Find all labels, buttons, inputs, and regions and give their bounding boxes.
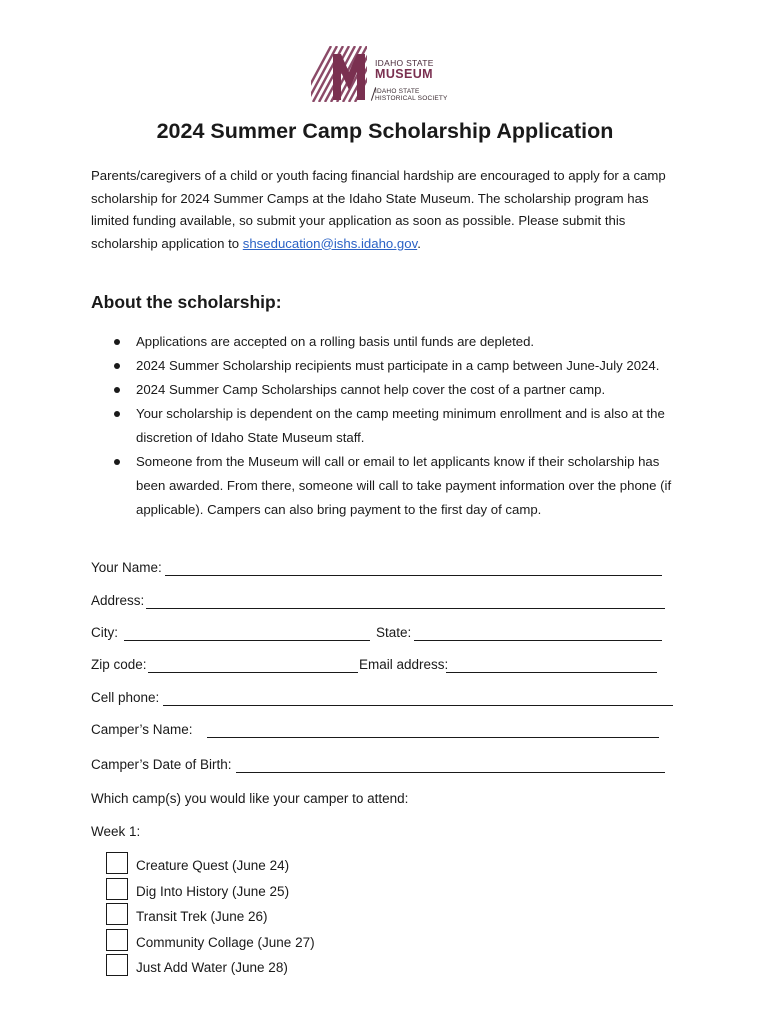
list-item: 2024 Summer Scholarship recipients must participate in a camp between June-July 2024. [91, 354, 691, 378]
camp-label: Dig Into History (June 25) [136, 884, 290, 899]
logo-text-museum: MUSEUM [375, 67, 433, 81]
camper-dob-label: Camper’s Date of Birth: [91, 757, 232, 772]
camp-label: Creature Quest (June 24) [136, 858, 290, 873]
list-item [106, 954, 406, 978]
city-field[interactable] [124, 640, 370, 641]
logo-text-society: IDAHO STATE HISTORICAL SOCIETY [375, 88, 448, 102]
email-link[interactable]: shseducation@ishs.idaho.gov [242, 235, 418, 251]
cell-phone-row [91, 690, 681, 710]
about-heading: About the scholarship: [91, 292, 282, 312]
address-label: Address: [91, 593, 145, 608]
cell-phone-label: Cell phone: [91, 690, 160, 705]
about-bullet-list [91, 330, 691, 522]
page-title: 2024 Summer Camp Scholarship Application [156, 119, 614, 143]
bullet-icon [114, 387, 120, 393]
address-row [91, 593, 671, 613]
which-camp-prompt: Which camp(s) you would like your camper to attend: [91, 791, 409, 806]
list-item [106, 878, 406, 902]
camp-checkbox-just-add-water[interactable] [106, 954, 128, 976]
your-name-field[interactable] [165, 575, 662, 576]
your-name-label: Your Name: [91, 560, 162, 575]
camper-dob-row [91, 757, 671, 777]
camper-name-field[interactable] [207, 737, 659, 738]
logo-text-state: IDAHO STATE [375, 58, 434, 68]
camp-checkbox-creature-quest[interactable] [106, 852, 128, 874]
list-item [106, 929, 406, 953]
list-item [106, 903, 406, 927]
bullet-icon [114, 411, 120, 417]
state-label: State: [376, 625, 412, 640]
camp-checkbox-community-collage[interactable] [106, 929, 128, 951]
list-item: Applications are accepted on a rolling basis until funds are depleted. [91, 330, 691, 354]
camper-name-row [91, 722, 671, 742]
state-field[interactable] [414, 640, 662, 641]
camper-name-label: Camper’s Name: [91, 722, 193, 737]
camp-label: Transit Trek (June 26) [136, 909, 268, 924]
list-item [106, 852, 406, 876]
email-label: Email address: [359, 657, 449, 672]
bullet-icon [114, 339, 120, 345]
camp-label: Just Add Water (June 28) [136, 960, 288, 975]
city-label: City: [91, 625, 118, 640]
bullet-icon [114, 363, 120, 369]
list-item: Your scholarship is dependent on the camp meeting minimum enrollment and is also at the discretion of Idaho State Museum staff. [91, 402, 691, 450]
camper-dob-field[interactable] [236, 772, 665, 773]
zip-label: Zip code: [91, 657, 147, 672]
zip-field[interactable] [148, 672, 358, 673]
list-item: 2024 Summer Camp Scholarships cannot help cover the cost of a partner camp. [91, 378, 691, 402]
email-field[interactable] [446, 672, 657, 673]
your-name-row [91, 560, 671, 580]
camp-label: Community Collage (June 27) [136, 935, 315, 950]
list-item: Someone from the Museum will call or email to let applicants know if their scholarship has been awarded. From there, someone will call to take payment information over the phone (if applicable). Campers can also bring payment to the first day of camp. [91, 450, 691, 522]
bullet-icon [114, 459, 120, 465]
address-field[interactable] [146, 608, 665, 609]
museum-logo-mark-icon [311, 46, 367, 102]
camp-checkbox-dig-into-history[interactable] [106, 878, 128, 900]
week1-label: Week 1: [91, 824, 141, 839]
zip-email-row [91, 657, 671, 677]
camp-checkbox-transit-trek[interactable] [106, 903, 128, 925]
museum-logo [311, 46, 471, 104]
city-state-row [91, 625, 671, 645]
cell-phone-field[interactable] [163, 705, 673, 706]
intro-paragraph: Parents/caregivers of a child or youth facing financial hardship are encouraged to apply for a camp scholarship for 2024 Summer Camps at the Idaho State Museum. The scholarship program has limited funding available, so submit your application as soon as possible. Please submit this scholarship application to shseducation@ishs.idaho.gov. [91, 168, 666, 251]
